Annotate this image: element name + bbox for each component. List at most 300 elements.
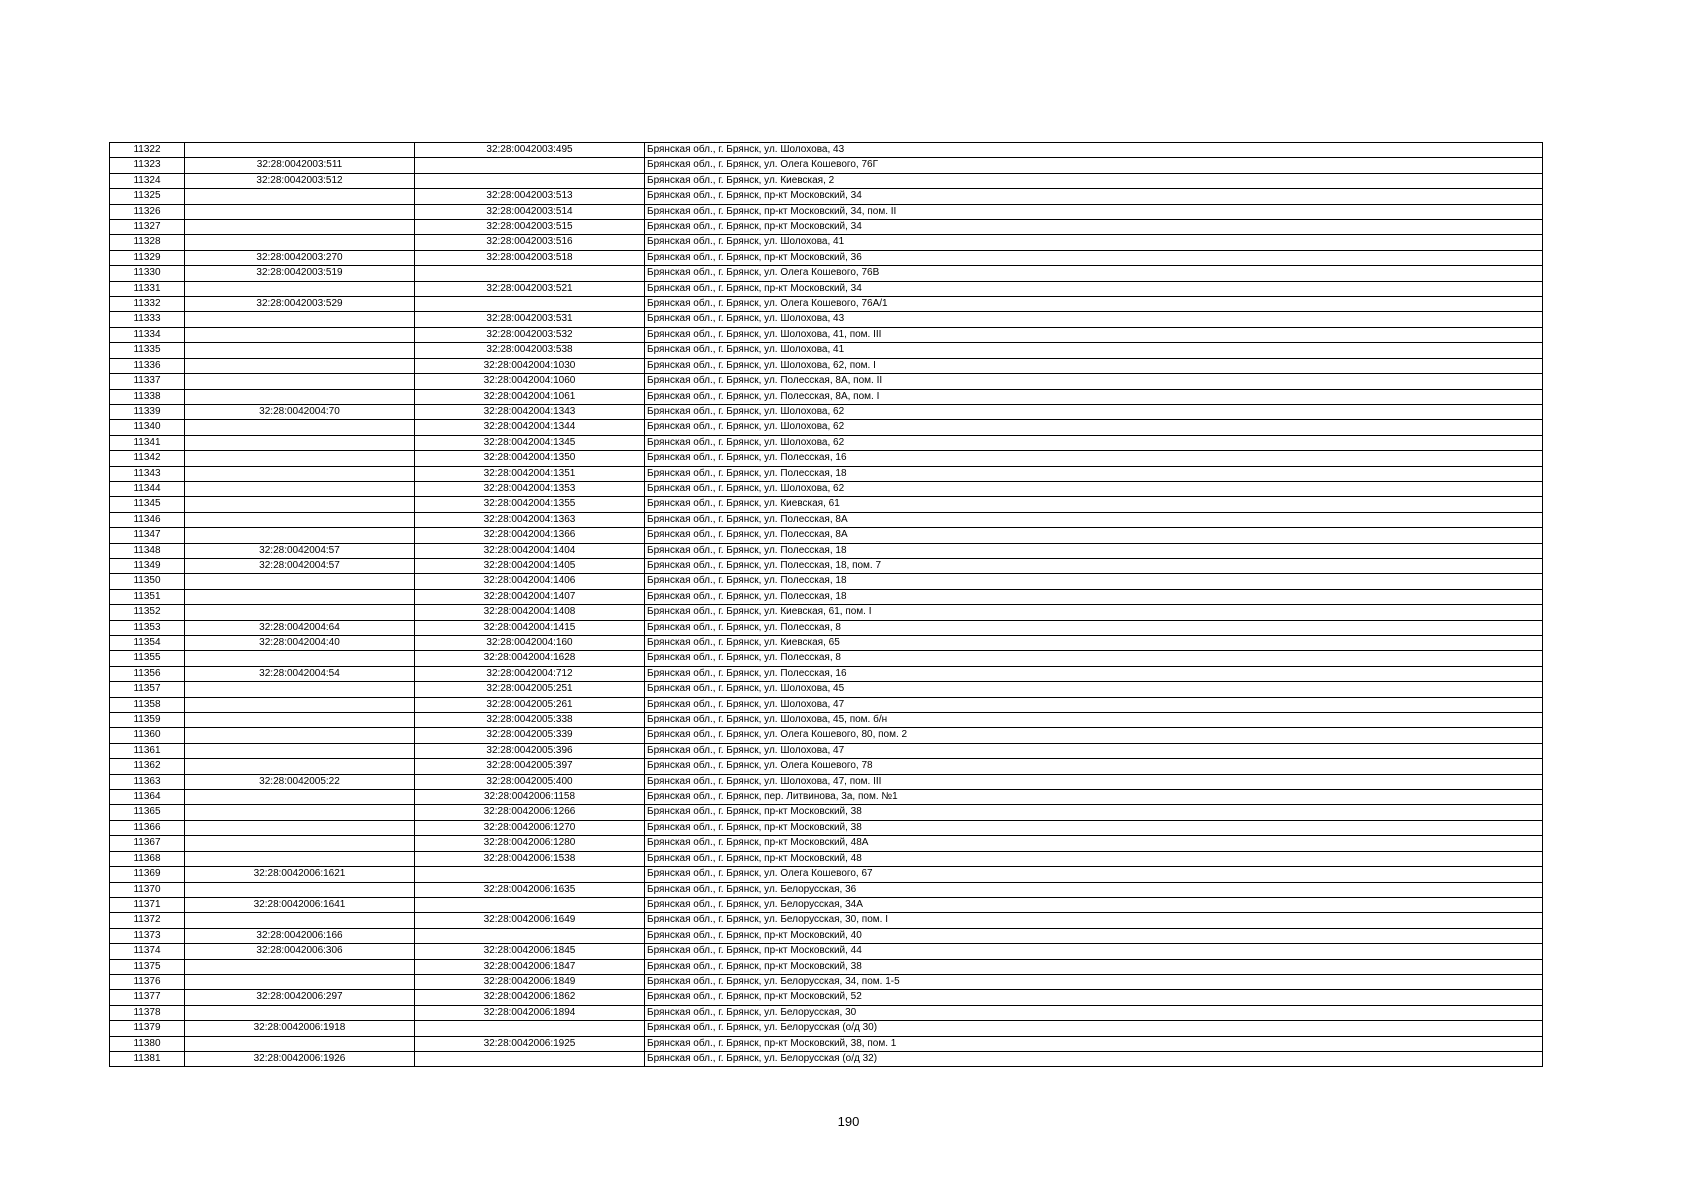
object-number-cell: 32:28:0042004:1061 <box>415 389 645 404</box>
address-cell: Брянская обл., г. Брянск, ул. Шолохова, 62 <box>645 420 1543 435</box>
address-cell: Брянская обл., г. Брянск, ул. Полесская, 8А, пом. II <box>645 374 1543 389</box>
land-plot-number-cell: 32:28:0042006:1926 <box>185 1051 415 1066</box>
table-row <box>110 481 1543 496</box>
address-cell: Брянская обл., г. Брянск, ул. Олега Кошевого, 78 <box>645 759 1543 774</box>
object-number-cell <box>415 297 645 312</box>
land-plot-number-cell <box>185 512 415 527</box>
address-cell: Брянская обл., г. Брянск, ул. Полесская, 18 <box>645 574 1543 589</box>
object-number-cell: 32:28:0042003:515 <box>415 220 645 235</box>
address-cell: Брянская обл., г. Брянск, ул. Шолохова, 45 <box>645 682 1543 697</box>
table-row <box>110 620 1543 635</box>
row-number-cell: 11377 <box>110 990 185 1005</box>
address-cell: Брянская обл., г. Брянск, ул. Шолохова, 41, пом. III <box>645 327 1543 342</box>
table-row <box>110 697 1543 712</box>
row-number-cell: 11369 <box>110 867 185 882</box>
address-cell: Брянская обл., г. Брянск, ул. Полесская, 8А <box>645 528 1543 543</box>
land-plot-number-cell <box>185 204 415 219</box>
object-number-cell: 32:28:0042003:521 <box>415 281 645 296</box>
land-plot-number-cell <box>185 697 415 712</box>
object-number-cell: 32:28:0042004:1628 <box>415 651 645 666</box>
address-cell: Брянская обл., г. Брянск, ул. Киевская, 65 <box>645 636 1543 651</box>
table-row <box>110 1021 1543 1036</box>
page-number: 190 <box>837 1114 860 1129</box>
table-row <box>110 636 1543 651</box>
land-plot-number-cell <box>185 528 415 543</box>
land-plot-number-cell <box>185 728 415 743</box>
land-plot-number-cell <box>185 281 415 296</box>
land-plot-number-cell <box>185 974 415 989</box>
registry-table-body <box>110 143 1543 1067</box>
row-number-cell: 11365 <box>110 805 185 820</box>
address-cell: Брянская обл., г. Брянск, ул. Белорусская, 30 <box>645 1005 1543 1020</box>
object-number-cell: 32:28:0042005:396 <box>415 743 645 758</box>
land-plot-number-cell: 32:28:0042004:57 <box>185 558 415 573</box>
row-number-cell: 11351 <box>110 589 185 604</box>
address-cell: Брянская обл., г. Брянск, пр-кт Московский, 48 <box>645 851 1543 866</box>
table-row <box>110 250 1543 265</box>
table-row <box>110 312 1543 327</box>
address-cell: Брянская обл., г. Брянск, пр-кт Московский, 44 <box>645 944 1543 959</box>
address-cell: Брянская обл., г. Брянск, ул. Белорусская, 30, пом. I <box>645 913 1543 928</box>
row-number-cell: 11376 <box>110 974 185 989</box>
land-plot-number-cell <box>185 759 415 774</box>
object-number-cell: 32:28:0042003:495 <box>415 143 645 158</box>
address-cell: Брянская обл., г. Брянск, ул. Шолохова, 62 <box>645 481 1543 496</box>
address-cell: Брянская обл., г. Брянск, пр-кт Московский, 48А <box>645 836 1543 851</box>
table-row <box>110 158 1543 173</box>
table-row <box>110 543 1543 558</box>
table-row <box>110 420 1543 435</box>
row-number-cell: 11332 <box>110 297 185 312</box>
object-number-cell: 32:28:0042004:1405 <box>415 558 645 573</box>
address-cell: Брянская обл., г. Брянск, пр-кт Московский, 34, пом. II <box>645 204 1543 219</box>
object-number-cell: 32:28:0042003:516 <box>415 235 645 250</box>
row-number-cell: 11337 <box>110 374 185 389</box>
object-number-cell: 32:28:0042006:1862 <box>415 990 645 1005</box>
land-plot-number-cell <box>185 374 415 389</box>
object-number-cell: 32:28:0042006:1158 <box>415 790 645 805</box>
object-number-cell <box>415 158 645 173</box>
address-cell: Брянская обл., г. Брянск, пр-кт Московский, 38 <box>645 805 1543 820</box>
table-row <box>110 928 1543 943</box>
object-number-cell: 32:28:0042004:1355 <box>415 497 645 512</box>
object-number-cell <box>415 1021 645 1036</box>
address-cell: Брянская обл., г. Брянск, ул. Шолохова, 45, пом. б/н <box>645 713 1543 728</box>
object-number-cell: 32:28:0042006:1280 <box>415 836 645 851</box>
object-number-cell: 32:28:0042004:1415 <box>415 620 645 635</box>
row-number-cell: 11322 <box>110 143 185 158</box>
address-cell: Брянская обл., г. Брянск, пр-кт Московский, 40 <box>645 928 1543 943</box>
land-plot-number-cell <box>185 435 415 450</box>
table-row <box>110 774 1543 789</box>
object-number-cell: 32:28:0042006:1649 <box>415 913 645 928</box>
row-number-cell: 11367 <box>110 836 185 851</box>
row-number-cell: 11346 <box>110 512 185 527</box>
row-number-cell: 11340 <box>110 420 185 435</box>
table-row <box>110 605 1543 620</box>
object-number-cell: 32:28:0042005:261 <box>415 697 645 712</box>
address-cell: Брянская обл., г. Брянск, ул. Шолохова, 47, пом. III <box>645 774 1543 789</box>
land-plot-number-cell <box>185 1005 415 1020</box>
row-number-cell: 11361 <box>110 743 185 758</box>
address-cell: Брянская обл., г. Брянск, ул. Полесская, 16 <box>645 451 1543 466</box>
object-number-cell: 32:28:0042004:1351 <box>415 466 645 481</box>
object-number-cell <box>415 867 645 882</box>
table-row <box>110 867 1543 882</box>
table-row <box>110 682 1543 697</box>
row-number-cell: 11373 <box>110 928 185 943</box>
land-plot-number-cell <box>185 589 415 604</box>
land-plot-number-cell: 32:28:0042006:1621 <box>185 867 415 882</box>
table-row <box>110 1005 1543 1020</box>
table-row <box>110 990 1543 1005</box>
row-number-cell: 11328 <box>110 235 185 250</box>
row-number-cell: 11335 <box>110 343 185 358</box>
land-plot-number-cell <box>185 805 415 820</box>
table-row <box>110 897 1543 912</box>
land-plot-number-cell: 32:28:0042003:512 <box>185 173 415 188</box>
table-row <box>110 743 1543 758</box>
address-cell: Брянская обл., г. Брянск, ул. Шолохова, 62 <box>645 435 1543 450</box>
table-row <box>110 143 1543 158</box>
row-number-cell: 11331 <box>110 281 185 296</box>
address-cell: Брянская обл., г. Брянск, ул. Шолохова, 43 <box>645 143 1543 158</box>
object-number-cell <box>415 173 645 188</box>
table-row <box>110 728 1543 743</box>
row-number-cell: 11324 <box>110 173 185 188</box>
object-number-cell: 32:28:0042004:160 <box>415 636 645 651</box>
row-number-cell: 11362 <box>110 759 185 774</box>
object-number-cell: 32:28:0042004:712 <box>415 666 645 681</box>
object-number-cell: 32:28:0042004:1363 <box>415 512 645 527</box>
row-number-cell: 11342 <box>110 451 185 466</box>
row-number-cell: 11341 <box>110 435 185 450</box>
address-cell: Брянская обл., г. Брянск, ул. Шолохова, 43 <box>645 312 1543 327</box>
object-number-cell: 32:28:0042006:1925 <box>415 1036 645 1051</box>
land-plot-number-cell <box>185 574 415 589</box>
land-plot-number-cell: 32:28:0042003:529 <box>185 297 415 312</box>
table-row <box>110 974 1543 989</box>
table-row <box>110 790 1543 805</box>
table-row <box>110 266 1543 281</box>
address-cell: Брянская обл., г. Брянск, пр-кт Московский, 34 <box>645 189 1543 204</box>
address-cell: Брянская обл., г. Брянск, ул. Шолохова, 62 <box>645 404 1543 419</box>
table-row <box>110 374 1543 389</box>
address-cell: Брянская обл., г. Брянск, ул. Олега Кошевого, 76Г <box>645 158 1543 173</box>
address-cell: Брянская обл., г. Брянск, ул. Полесская, 18, пом. 7 <box>645 558 1543 573</box>
table-row <box>110 358 1543 373</box>
land-plot-number-cell: 32:28:0042006:306 <box>185 944 415 959</box>
row-number-cell: 11352 <box>110 605 185 620</box>
row-number-cell: 11354 <box>110 636 185 651</box>
object-number-cell: 32:28:0042005:338 <box>415 713 645 728</box>
address-cell: Брянская обл., г. Брянск, ул. Белорусская, 34А <box>645 897 1543 912</box>
land-plot-number-cell <box>185 312 415 327</box>
table-row <box>110 220 1543 235</box>
table-row <box>110 435 1543 450</box>
row-number-cell: 11372 <box>110 913 185 928</box>
land-plot-number-cell: 32:28:0042006:1918 <box>185 1021 415 1036</box>
land-plot-number-cell <box>185 189 415 204</box>
object-number-cell: 32:28:0042006:1266 <box>415 805 645 820</box>
address-cell: Брянская обл., г. Брянск, ул. Киевская, 2 <box>645 173 1543 188</box>
table-row <box>110 204 1543 219</box>
address-cell: Брянская обл., г. Брянск, пр-кт Московский, 38, пом. 1 <box>645 1036 1543 1051</box>
table-row <box>110 959 1543 974</box>
address-cell: Брянская обл., г. Брянск, ул. Шолохова, 47 <box>645 697 1543 712</box>
land-plot-number-cell <box>185 651 415 666</box>
address-cell: Брянская обл., г. Брянск, ул. Шолохова, 47 <box>645 743 1543 758</box>
address-cell: Брянская обл., г. Брянск, ул. Олега Кошевого, 67 <box>645 867 1543 882</box>
row-number-cell: 11323 <box>110 158 185 173</box>
object-number-cell: 32:28:0042003:513 <box>415 189 645 204</box>
table-row <box>110 558 1543 573</box>
table-row <box>110 235 1543 250</box>
object-number-cell: 32:28:0042004:1344 <box>415 420 645 435</box>
land-plot-number-cell <box>185 605 415 620</box>
row-number-cell: 11327 <box>110 220 185 235</box>
land-plot-number-cell <box>185 358 415 373</box>
row-number-cell: 11345 <box>110 497 185 512</box>
table-row <box>110 297 1543 312</box>
row-number-cell: 11360 <box>110 728 185 743</box>
row-number-cell: 11347 <box>110 528 185 543</box>
address-cell: Брянская обл., г. Брянск, ул. Полесская, 8А <box>645 512 1543 527</box>
table-row <box>110 589 1543 604</box>
address-cell: Брянская обл., г. Брянск, пр-кт Московский, 38 <box>645 959 1543 974</box>
object-number-cell: 32:28:0042004:1030 <box>415 358 645 373</box>
land-plot-number-cell <box>185 235 415 250</box>
object-number-cell: 32:28:0042004:1406 <box>415 574 645 589</box>
object-number-cell: 32:28:0042003:538 <box>415 343 645 358</box>
row-number-cell: 11380 <box>110 1036 185 1051</box>
object-number-cell: 32:28:0042004:1408 <box>415 605 645 620</box>
address-cell: Брянская обл., г. Брянск, ул. Шолохова, 62, пом. I <box>645 358 1543 373</box>
row-number-cell: 11363 <box>110 774 185 789</box>
object-number-cell: 32:28:0042004:1366 <box>415 528 645 543</box>
land-plot-number-cell: 32:28:0042004:57 <box>185 543 415 558</box>
table-row <box>110 497 1543 512</box>
object-number-cell: 32:28:0042004:1345 <box>415 435 645 450</box>
row-number-cell: 11357 <box>110 682 185 697</box>
address-cell: Брянская обл., г. Брянск, пер. Литвинова, 3а, пом. №1 <box>645 790 1543 805</box>
row-number-cell: 11381 <box>110 1051 185 1066</box>
table-row <box>110 882 1543 897</box>
address-cell: Брянская обл., г. Брянск, пр-кт Московский, 38 <box>645 820 1543 835</box>
address-cell: Брянская обл., г. Брянск, ул. Олега Кошевого, 76В <box>645 266 1543 281</box>
object-number-cell: 32:28:0042004:1404 <box>415 543 645 558</box>
land-plot-number-cell <box>185 343 415 358</box>
land-plot-number-cell <box>185 481 415 496</box>
address-cell: Брянская обл., г. Брянск, ул. Белорусская (о/д 32) <box>645 1051 1543 1066</box>
row-number-cell: 11366 <box>110 820 185 835</box>
row-number-cell: 11379 <box>110 1021 185 1036</box>
table-row <box>110 512 1543 527</box>
row-number-cell: 11329 <box>110 250 185 265</box>
land-plot-number-cell <box>185 389 415 404</box>
address-cell: Брянская обл., г. Брянск, ул. Олега Кошевого, 80, пом. 2 <box>645 728 1543 743</box>
address-cell: Брянская обл., г. Брянск, ул. Полесская, 16 <box>645 666 1543 681</box>
land-plot-number-cell <box>185 420 415 435</box>
land-plot-number-cell <box>185 959 415 974</box>
object-number-cell: 32:28:0042006:1270 <box>415 820 645 835</box>
land-plot-number-cell <box>185 143 415 158</box>
row-number-cell: 11356 <box>110 666 185 681</box>
row-number-cell: 11374 <box>110 944 185 959</box>
table-row <box>110 404 1543 419</box>
object-number-cell: 32:28:0042006:1894 <box>415 1005 645 1020</box>
land-plot-number-cell: 32:28:0042006:297 <box>185 990 415 1005</box>
row-number-cell: 11330 <box>110 266 185 281</box>
land-plot-number-cell <box>185 743 415 758</box>
table-row <box>110 1051 1543 1066</box>
address-cell: Брянская обл., г. Брянск, ул. Белорусская (о/д 30) <box>645 1021 1543 1036</box>
object-number-cell <box>415 897 645 912</box>
land-plot-number-cell <box>185 882 415 897</box>
object-number-cell: 32:28:0042003:532 <box>415 327 645 342</box>
land-plot-number-cell <box>185 913 415 928</box>
table-row <box>110 651 1543 666</box>
address-cell: Брянская обл., г. Брянск, ул. Полесская, 18 <box>645 589 1543 604</box>
object-number-cell: 32:28:0042006:1849 <box>415 974 645 989</box>
land-plot-number-cell: 32:28:0042005:22 <box>185 774 415 789</box>
table-row <box>110 666 1543 681</box>
land-plot-number-cell: 32:28:0042003:519 <box>185 266 415 281</box>
row-number-cell: 11334 <box>110 327 185 342</box>
row-number-cell: 11355 <box>110 651 185 666</box>
row-number-cell: 11359 <box>110 713 185 728</box>
table-row <box>110 713 1543 728</box>
row-number-cell: 11344 <box>110 481 185 496</box>
object-number-cell: 32:28:0042004:1350 <box>415 451 645 466</box>
address-cell: Брянская обл., г. Брянск, пр-кт Московский, 34 <box>645 281 1543 296</box>
table-row <box>110 451 1543 466</box>
address-cell: Брянская обл., г. Брянск, пр-кт Московский, 34 <box>645 220 1543 235</box>
land-plot-number-cell: 32:28:0042004:40 <box>185 636 415 651</box>
object-number-cell: 32:28:0042005:251 <box>415 682 645 697</box>
table-row <box>110 173 1543 188</box>
row-number-cell: 11349 <box>110 558 185 573</box>
object-number-cell: 32:28:0042006:1847 <box>415 959 645 974</box>
address-cell: Брянская обл., г. Брянск, ул. Киевская, 61, пом. I <box>645 605 1543 620</box>
land-plot-number-cell <box>185 790 415 805</box>
object-number-cell <box>415 928 645 943</box>
land-plot-number-cell <box>185 466 415 481</box>
row-number-cell: 11326 <box>110 204 185 219</box>
object-number-cell: 32:28:0042004:1060 <box>415 374 645 389</box>
object-number-cell: 32:28:0042006:1845 <box>415 944 645 959</box>
row-number-cell: 11364 <box>110 790 185 805</box>
address-cell: Брянская обл., г. Брянск, ул. Белорусская, 36 <box>645 882 1543 897</box>
object-number-cell: 32:28:0042005:400 <box>415 774 645 789</box>
address-cell: Брянская обл., г. Брянск, пр-кт Московский, 52 <box>645 990 1543 1005</box>
table-row <box>110 1036 1543 1051</box>
table-row <box>110 944 1543 959</box>
row-number-cell: 11348 <box>110 543 185 558</box>
object-number-cell: 32:28:0042004:1353 <box>415 481 645 496</box>
row-number-cell: 11333 <box>110 312 185 327</box>
address-cell: Брянская обл., г. Брянск, ул. Полесская, 18 <box>645 543 1543 558</box>
address-cell: Брянская обл., г. Брянск, ул. Полесская, 8 <box>645 651 1543 666</box>
object-number-cell: 32:28:0042003:514 <box>415 204 645 219</box>
address-cell: Брянская обл., г. Брянск, пр-кт Московский, 36 <box>645 250 1543 265</box>
land-plot-number-cell: 32:28:0042006:1641 <box>185 897 415 912</box>
table-row <box>110 281 1543 296</box>
row-number-cell: 11353 <box>110 620 185 635</box>
table-row <box>110 189 1543 204</box>
table-row <box>110 820 1543 835</box>
land-plot-number-cell <box>185 220 415 235</box>
object-number-cell: 32:28:0042006:1635 <box>415 882 645 897</box>
land-plot-number-cell: 32:28:0042004:64 <box>185 620 415 635</box>
object-number-cell: 32:28:0042006:1538 <box>415 851 645 866</box>
address-cell: Брянская обл., г. Брянск, ул. Олега Кошевого, 76А/1 <box>645 297 1543 312</box>
address-cell: Брянская обл., г. Брянск, ул. Белорусская, 34, пом. 1-5 <box>645 974 1543 989</box>
address-cell: Брянская обл., г. Брянск, ул. Полесская, 18 <box>645 466 1543 481</box>
object-number-cell: 32:28:0042004:1407 <box>415 589 645 604</box>
table-row <box>110 327 1543 342</box>
land-plot-number-cell: 32:28:0042006:166 <box>185 928 415 943</box>
object-number-cell: 32:28:0042003:531 <box>415 312 645 327</box>
row-number-cell: 11375 <box>110 959 185 974</box>
row-number-cell: 11338 <box>110 389 185 404</box>
land-plot-number-cell <box>185 1036 415 1051</box>
land-plot-number-cell <box>185 836 415 851</box>
land-plot-number-cell: 32:28:0042003:270 <box>185 250 415 265</box>
address-cell: Брянская обл., г. Брянск, ул. Шолохова, 41 <box>645 343 1543 358</box>
row-number-cell: 11336 <box>110 358 185 373</box>
land-plot-number-cell: 32:28:0042004:70 <box>185 404 415 419</box>
row-number-cell: 11378 <box>110 1005 185 1020</box>
row-number-cell: 11325 <box>110 189 185 204</box>
land-plot-number-cell <box>185 682 415 697</box>
land-plot-number-cell <box>185 497 415 512</box>
object-number-cell: 32:28:0042003:518 <box>415 250 645 265</box>
land-plot-number-cell: 32:28:0042004:54 <box>185 666 415 681</box>
land-plot-number-cell <box>185 851 415 866</box>
address-cell: Брянская обл., г. Брянск, ул. Киевская, 61 <box>645 497 1543 512</box>
table-row <box>110 851 1543 866</box>
address-cell: Брянская обл., г. Брянск, ул. Шолохова, 41 <box>645 235 1543 250</box>
table-row <box>110 805 1543 820</box>
object-number-cell <box>415 266 645 281</box>
table-row <box>110 528 1543 543</box>
address-cell: Брянская обл., г. Брянск, ул. Полесская, 8 <box>645 620 1543 635</box>
land-plot-number-cell <box>185 451 415 466</box>
table-row <box>110 759 1543 774</box>
land-plot-number-cell <box>185 820 415 835</box>
row-number-cell: 11339 <box>110 404 185 419</box>
address-cell: Брянская обл., г. Брянск, ул. Полесская, 8А, пом. I <box>645 389 1543 404</box>
object-number-cell: 32:28:0042004:1343 <box>415 404 645 419</box>
table-row <box>110 343 1543 358</box>
object-number-cell: 32:28:0042005:397 <box>415 759 645 774</box>
table-row <box>110 913 1543 928</box>
row-number-cell: 11350 <box>110 574 185 589</box>
row-number-cell: 11343 <box>110 466 185 481</box>
row-number-cell: 11370 <box>110 882 185 897</box>
table-row <box>110 574 1543 589</box>
land-plot-number-cell: 32:28:0042003:511 <box>185 158 415 173</box>
table-row <box>110 466 1543 481</box>
land-plot-number-cell <box>185 713 415 728</box>
table-row <box>110 389 1543 404</box>
table-row <box>110 836 1543 851</box>
row-number-cell: 11368 <box>110 851 185 866</box>
object-number-cell: 32:28:0042005:339 <box>415 728 645 743</box>
row-number-cell: 11371 <box>110 897 185 912</box>
registry-table <box>109 142 1543 1067</box>
